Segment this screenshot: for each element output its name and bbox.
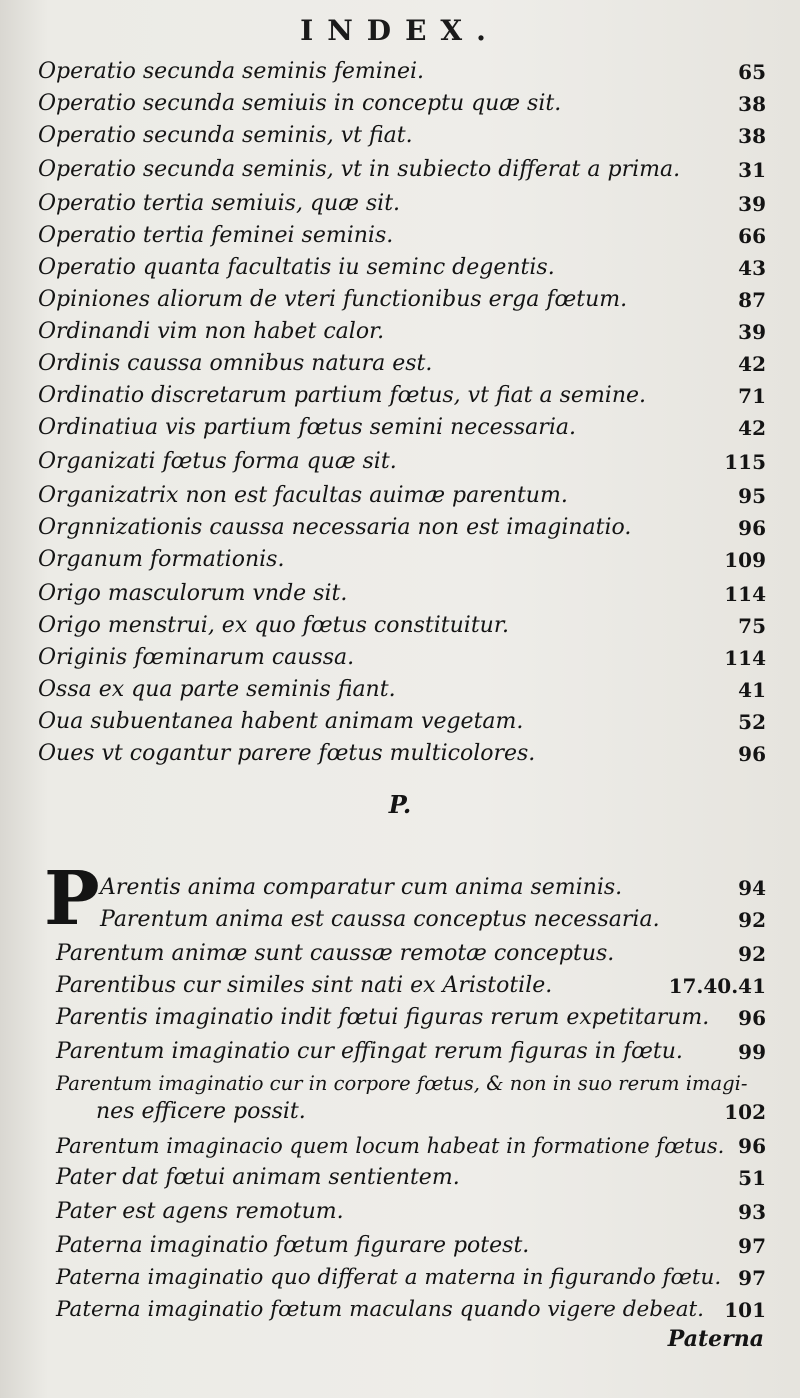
entry-text: Paterna imaginatio fœtum figurare potest. [56,1233,530,1258]
entry-page: 51 [738,1166,766,1190]
catchword: Paterna [667,1326,764,1352]
entry-text: Operatio secunda seminis, vt fiat. [38,123,413,148]
index-entry-continuation [0,1094,800,1130]
entry-page: 38 [738,92,766,116]
entry-text: Paterna imaginatio quo differat a materna in figurando fœtu. [56,1265,722,1290]
index-entry [0,672,800,708]
index-entry [0,936,800,972]
entry-text: Opiniones aliorum de vteri functionibus erga fœtum. [38,287,628,312]
entry-text: Origo masculorum vnde sit. [38,581,348,606]
entry-page: 75 [738,614,766,638]
entry-text: Ordinis caussa omnibus natura est. [38,351,433,376]
entry-page: 102 [724,1100,766,1124]
section-letter: P. [388,790,412,819]
entry-text: Parentum anima est caussa conceptus necessaria. [100,907,660,932]
entry-text: Ordinatio discretarum partium fœtus, vt fiat a semine. [38,383,647,408]
index-entry [0,1128,800,1164]
page-header: INDEX. [300,14,500,47]
index-entry [0,410,800,446]
entry-text: Operatio secunda seminis, vt in subiecto differat a prima. [38,157,681,182]
index-entry [0,478,800,514]
index-entry [0,542,800,578]
index-entry [0,186,800,222]
index-entry [0,1228,800,1264]
index-entry [0,902,800,938]
entry-text: Parentis imaginatio indit fœtui figuras rerum expetitarum. [56,1005,710,1030]
index-entry [0,1034,800,1070]
entry-page: 92 [738,908,766,932]
index-entry [0,870,800,906]
entry-text: Operatio tertia semiuis, quæ sit. [38,191,401,216]
index-entry [0,1000,800,1036]
entry-page: 114 [724,582,766,606]
entry-page: 87 [738,288,766,312]
index-entry [0,608,800,644]
entry-page: 71 [738,384,766,408]
index-entry [0,86,800,122]
index-entry [0,1260,800,1296]
index-entry [0,1160,800,1196]
entry-page: 31 [738,158,766,182]
index-entry [0,576,800,612]
entry-page: 96 [738,742,766,766]
entry-text: Organum formationis. [38,547,285,572]
index-entry [0,250,800,286]
entry-page: 42 [738,352,766,376]
entry-page: 99 [738,1040,766,1064]
entry-text: Operatio secunda seminis feminei. [38,59,425,84]
drop-cap: P [44,856,100,942]
entry-page: 65 [738,60,766,84]
entry-page: 97 [738,1266,766,1290]
entry-page: 94 [738,876,766,900]
index-entry [0,378,800,414]
entry-page: 109 [724,548,766,572]
entry-page: 17.40.41 [668,974,766,998]
entry-text: Organizati fœtus forma quæ sit. [38,449,397,474]
entry-text: Parentum imaginacio quem locum habeat in formatione fœtus. [56,1134,725,1158]
entry-text: Ordinandi vim non habet calor. [38,319,385,344]
entry-text: Orgnnizationis caussa necessaria non est imaginatio. [38,515,632,540]
index-entry [0,444,800,480]
entry-text: Organizatrix non est facultas auimæ parentum. [38,483,568,508]
entry-page: 96 [738,1134,766,1158]
entry-text: Parentum animæ sunt caussæ remotæ conceptus. [56,941,615,966]
entry-page: 101 [724,1298,766,1322]
index-entry [0,346,800,382]
index-entry [0,640,800,676]
index-entry [0,118,800,154]
entry-text: Operatio quanta facultatis iu seminc degentis. [38,255,555,280]
index-entry [0,736,800,772]
entry-page: 39 [738,320,766,344]
entry-text: nes efficere possit. [96,1099,306,1124]
index-entry [0,968,800,1004]
entry-text: Paterna imaginatio fœtum maculans quando vigere debeat. [56,1297,704,1322]
entry-text: Pater dat fœtui animam sentientem. [56,1165,460,1190]
index-entry [0,314,800,350]
entry-text: Oua subuentanea habent animam vegetam. [38,709,524,734]
index-entry [0,1194,800,1230]
entry-page: 41 [738,678,766,702]
entry-text: Oues vt cogantur parere fœtus multicolores. [38,741,536,766]
index-entry [0,282,800,318]
index-entry [0,54,800,90]
entry-page: 92 [738,942,766,966]
entry-page: 115 [724,450,766,474]
entry-page: 39 [738,192,766,216]
entry-page: 114 [724,646,766,670]
entry-text: Originis fœminarum caussa. [38,645,355,670]
index-entry [0,510,800,546]
index-entry [0,218,800,254]
entry-page: 52 [738,710,766,734]
entry-text: Origo menstrui, ex quo fœtus constituitur. [38,613,509,638]
entry-text: Ordinatiua vis partium fœtus semini necessaria. [38,415,576,440]
entry-page: 38 [738,124,766,148]
entry-page: 97 [738,1234,766,1258]
entry-text: Parentum imaginatio cur in corpore fœtus, & non in suo rerum imagi- [56,1072,748,1095]
index-entry [0,152,800,188]
entry-text: Parentum imaginatio cur effingat rerum figuras in fœtu. [56,1039,683,1064]
index-entry [0,704,800,740]
entry-page: 43 [738,256,766,280]
entry-text: Pater est agens remotum. [56,1199,344,1224]
entry-page: 96 [738,516,766,540]
entry-text: Parentibus cur similes sint nati ex Aristotile. [56,973,553,998]
index-entry [0,1292,800,1328]
entry-text: Ossa ex qua parte seminis fiant. [38,677,396,702]
entry-page: 93 [738,1200,766,1224]
entry-page: 66 [738,224,766,248]
entry-text: Operatio tertia feminei seminis. [38,223,394,248]
entry-text: Operatio secunda semiuis in conceptu quæ sit. [38,91,562,116]
entry-page: 96 [738,1006,766,1030]
entry-text: Arentis anima comparatur cum anima seminis. [100,875,623,900]
entry-page: 95 [738,484,766,508]
entry-page: 42 [738,416,766,440]
